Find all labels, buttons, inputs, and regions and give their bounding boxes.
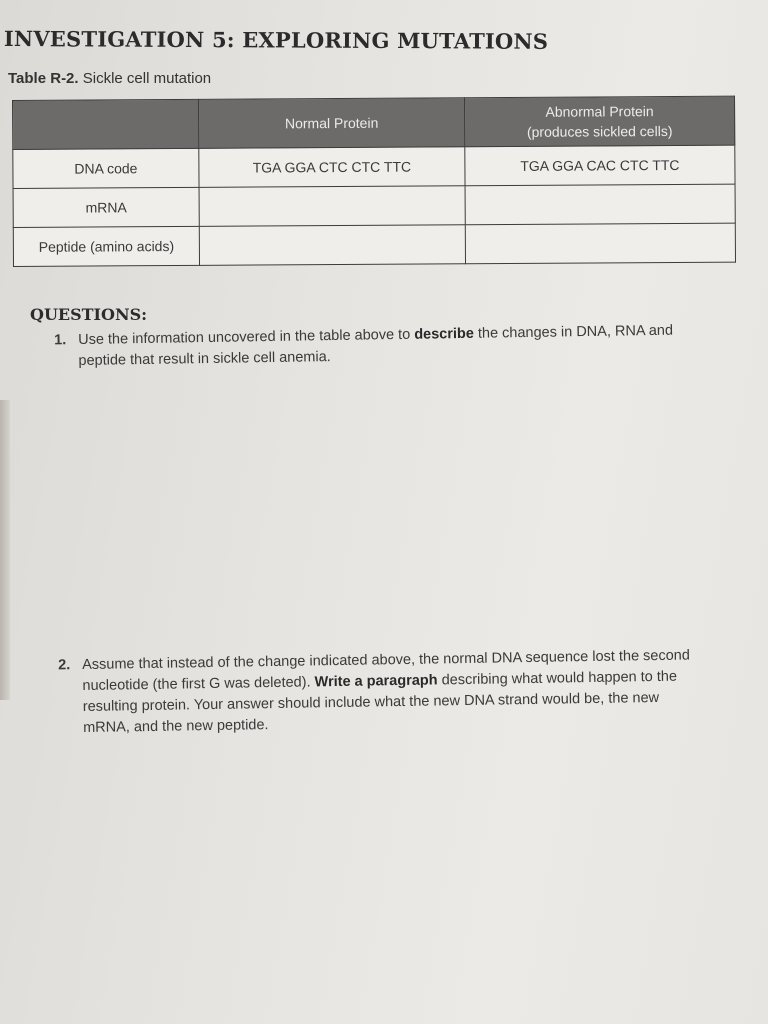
cell-dna-normal: TGA GGA CTC CTC TTC — [199, 147, 465, 188]
cell-mrna-normal[interactable] — [199, 186, 465, 227]
question-2 — [58, 645, 705, 739]
binding-edge — [0, 400, 10, 700]
table-row-dna — [13, 145, 735, 188]
row-label-dna: DNA code — [13, 148, 199, 188]
question-1 — [54, 320, 699, 372]
table-row-peptide — [13, 223, 735, 266]
question-1-text-before: Use the information uncovered in the table above to — [78, 326, 415, 348]
cell-peptide-normal[interactable] — [199, 225, 465, 266]
table-row-mrna — [13, 184, 735, 227]
question-1-text-after: the changes in DNA, RNA and peptide that result in sickle cell anemia. — [78, 322, 674, 369]
question-1-bold: describe — [414, 325, 475, 343]
header-normal-protein: Normal Protein — [198, 98, 464, 149]
question-2-bold: Write a paragraph — [314, 672, 438, 691]
mutation-table-wrapper — [12, 96, 735, 267]
header-abnormal-protein: Abnormal Protein (produces sickled cells) — [464, 96, 734, 147]
table-caption-label: Table R-2. — [8, 70, 79, 87]
row-label-mrna: mRNA — [13, 187, 199, 227]
header-blank — [13, 99, 199, 149]
question-2-text-before: Assume that instead of the change indicated above, the normal DNA sequence lost the second nucleotide (the first G was deleted). — [82, 647, 690, 694]
question-2-text-after: describing what would happen to the resulting protein. Your answer should include what the new DNA strand would be, the new mRNA, and the new peptide. — [82, 668, 678, 736]
questions-heading: QUESTIONS: — [30, 305, 148, 324]
cell-peptide-abnormal[interactable] — [465, 223, 735, 264]
mutation-table — [12, 96, 736, 267]
cell-mrna-abnormal[interactable] — [465, 184, 735, 225]
cell-dna-abnormal: TGA GGA CAC CTC TTC — [465, 145, 735, 186]
row-label-peptide: Peptide (amino acids) — [13, 226, 199, 266]
page-title: INVESTIGATION 5: EXPLORING MUTATIONS — [3, 26, 549, 54]
question-1-number: 1. — [54, 332, 67, 349]
table-caption — [8, 70, 211, 87]
question-2-number: 2. — [58, 657, 71, 674]
table-header-row — [13, 96, 735, 149]
table-caption-text: Sickle cell mutation — [78, 70, 212, 87]
